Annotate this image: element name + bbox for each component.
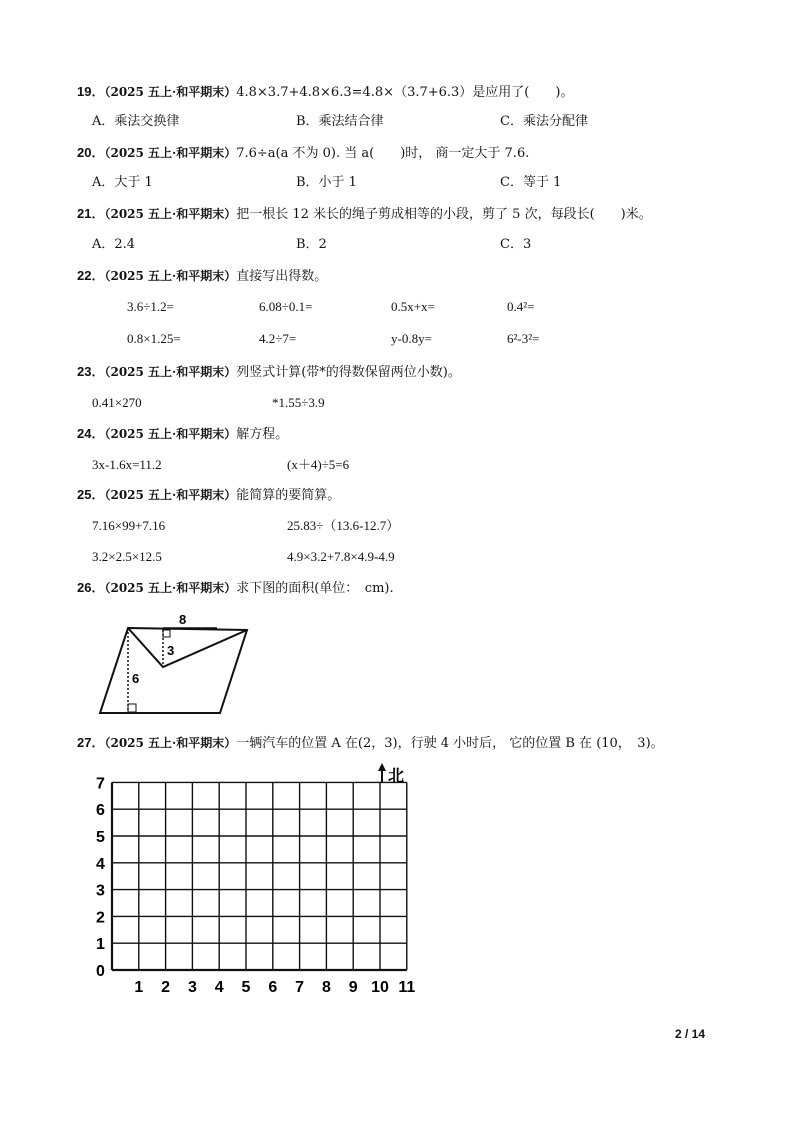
- question-text: 一辆汽车的位置 A 在(2，3)，行驶 4 小时后， 它的位置 B 在 (10， 3)。: [236, 736, 664, 751]
- label-8: 8: [179, 612, 187, 627]
- option-a: A．2.4: [92, 237, 136, 252]
- x-axis-label: 5: [241, 979, 251, 996]
- question-source: （2025 五上·和平期末）: [104, 736, 237, 750]
- question-source: （2025 五上·和平期末）: [104, 207, 237, 221]
- calc-item: 4.2÷7=: [259, 331, 297, 346]
- y-axis-label: 1: [96, 936, 105, 954]
- calc-item: y-0.8y=: [391, 331, 432, 346]
- calc-item: *1.55÷3.9: [272, 395, 325, 410]
- option-b: B．乘法结合律: [296, 114, 384, 129]
- question-27-line: [77, 734, 664, 753]
- x-axis-label: 7: [295, 979, 305, 996]
- calc-item: 0.4²=: [507, 299, 535, 314]
- calc-item: 0.41×270: [92, 395, 142, 410]
- calc-item: 3.2×2.5×12.5: [92, 549, 162, 564]
- option-b: B．小于 1: [296, 175, 357, 190]
- question-number: 21．: [77, 206, 105, 221]
- calc-item: 7.16×99+7.16: [92, 518, 166, 533]
- question-19-line: [77, 83, 573, 102]
- question-source: （2025 五上·和平期末）: [104, 146, 237, 160]
- question-21-line: [77, 205, 652, 224]
- equation-item: (x＋4)÷5=6: [287, 457, 350, 472]
- question-number: 24．: [77, 426, 105, 441]
- coordinate-grid: [88, 758, 428, 1003]
- question-26-line: [77, 579, 394, 598]
- question-number: 26．: [77, 580, 105, 595]
- question-text: 直接写出得数。: [236, 269, 328, 284]
- question-text: 解方程。: [236, 427, 289, 442]
- grid-lines: [112, 782, 407, 970]
- question-text: 把一根长 12 米长的绳子剪成相等的小段，剪了 5 次，每段长( )米。: [236, 207, 652, 222]
- question-source: （2025 五上·和平期末）: [104, 427, 237, 441]
- label-6: 6: [132, 671, 140, 686]
- y-axis-label: 0: [96, 963, 105, 980]
- x-axis-label: 3: [187, 979, 197, 996]
- option-c: C．乘法分配律: [500, 114, 588, 129]
- question-source: （2025 五上·和平期末）: [104, 269, 237, 283]
- calc-item: 25.83÷（13.6-12.7）: [287, 518, 400, 533]
- option-c: C．3: [500, 237, 532, 252]
- label-3: 3: [167, 643, 175, 658]
- calc-item: 0.5x+x=: [391, 299, 435, 314]
- notch-triangle: [128, 628, 247, 667]
- question-text: 7.6÷a(a 不为 0). 当 a( )时， 商一定大于 7.6.: [236, 146, 530, 161]
- question-number: 22．: [77, 268, 105, 283]
- page-number: 2 / 14: [675, 1027, 706, 1041]
- x-axis-label: 9: [348, 979, 358, 996]
- question-source: （2025 五上·和平期末）: [104, 365, 237, 379]
- question-source: （2025 五上·和平期末）: [104, 488, 237, 502]
- question-text: 求下图的面积(单位： cm).: [236, 581, 394, 596]
- question-text: 能简算的要简算。: [236, 488, 341, 503]
- question-24-line: [77, 425, 288, 444]
- y-axis-label: 3: [96, 882, 105, 900]
- question-22-line: [77, 267, 327, 286]
- option-b: B．2: [296, 237, 327, 252]
- question-source: （2025 五上·和平期末）: [104, 85, 237, 99]
- question-number: 20．: [77, 145, 105, 160]
- option-a: A．大于 1: [92, 175, 153, 190]
- question-number: 25．: [77, 487, 105, 502]
- x-axis-label: 2: [161, 979, 171, 996]
- x-axis-label: 6: [268, 979, 278, 996]
- right-angle-mark: [128, 704, 136, 712]
- question-text: 列竖式计算(带*的得数保留两位小数)。: [236, 365, 461, 380]
- x-axis-label: 4: [214, 979, 224, 996]
- question-source: （2025 五上·和平期末）: [104, 581, 237, 595]
- question-25-line: [77, 486, 340, 505]
- x-axis-label: 10: [371, 979, 389, 996]
- x-axis-label: 8: [321, 979, 331, 996]
- calc-item: 6.08÷0.1=: [259, 299, 313, 314]
- right-angle-mark: [163, 630, 170, 637]
- x-axis-label: 11: [398, 979, 416, 996]
- y-axis-label: 5: [96, 829, 105, 846]
- question-number: 27．: [77, 735, 105, 750]
- north-arrow-head-icon: [378, 763, 386, 771]
- question-23-line: [77, 363, 461, 382]
- y-axis-label: 7: [96, 775, 105, 793]
- question-20-line: [77, 144, 529, 163]
- option-c: C．等于 1: [500, 175, 562, 190]
- question-text: 4.8×3.7+4.8×6.3=4.8×（3.7+6.3）是应用了( )。: [236, 85, 574, 100]
- north-label: 北: [388, 768, 405, 785]
- y-axis-label: 6: [96, 802, 105, 820]
- question-number: 19．: [77, 84, 105, 99]
- y-axis-label: 4: [96, 855, 105, 873]
- calc-item: 0.8×1.25=: [127, 331, 181, 346]
- grid-labels: [96, 775, 415, 996]
- y-axis-label: 2: [96, 909, 105, 927]
- area-figure: [95, 610, 265, 720]
- equation-item: 3x-1.6x=11.2: [92, 457, 162, 472]
- option-a: A．乘法交换律: [92, 114, 180, 129]
- calc-item: 4.9×3.2+7.8×4.9-4.9: [287, 549, 395, 564]
- calc-item: 3.6÷1.2=: [127, 299, 174, 314]
- calc-item: 6²-3²=: [507, 331, 540, 346]
- x-axis-label: 1: [134, 979, 144, 996]
- question-number: 23．: [77, 364, 105, 379]
